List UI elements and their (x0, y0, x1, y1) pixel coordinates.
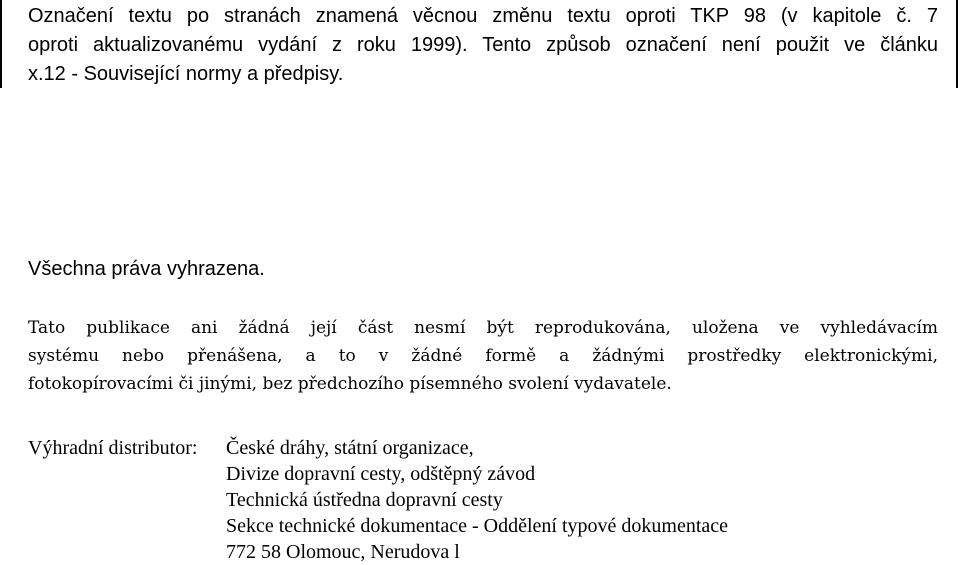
revision-note (28, 2, 938, 89)
change-bar-left (0, 0, 2, 88)
copyright-line: fotokopírovacími či jinými, bez předchozího písemného svolení vydavatele. (28, 374, 672, 394)
revision-note-line: oproti aktualizovanému vydání z roku 1999). Tento způsob označení není použit ve článku (28, 34, 938, 56)
address-line: Divize dopravní cesty, odštěpný závod (226, 463, 536, 485)
copyright-line: systému nebo přenášena, a to v žádné formě a žádnými prostředky elektronickými, (28, 346, 938, 366)
address-line: Technická ústředna dopravní cesty (226, 489, 503, 511)
copyright-line: Tato publikace ani žádná její část nesmí být reprodukována, uložena ve vyhledávacím (28, 318, 938, 338)
address-line: České dráhy, státní organizace, (226, 437, 474, 459)
rights-reserved: Všechna práva vyhrazena. (28, 258, 265, 280)
change-bar-right (956, 0, 958, 88)
revision-note-line: Označení textu po stranách znamená věcnou změnu textu oproti TKP 98 (v kapitole č. 7 (28, 5, 938, 27)
distributor-label: Výhradní distributor: (28, 437, 198, 459)
revision-note-line: x.12 - Související normy a předpisy. (28, 63, 344, 85)
copyright-notice (28, 314, 938, 398)
distributor-address (226, 435, 728, 565)
address-line: Sekce technické dokumentace - Oddělení typové dokumentace (226, 515, 729, 537)
address-line: 772 58 Olomouc, Nerudova l (226, 541, 460, 563)
